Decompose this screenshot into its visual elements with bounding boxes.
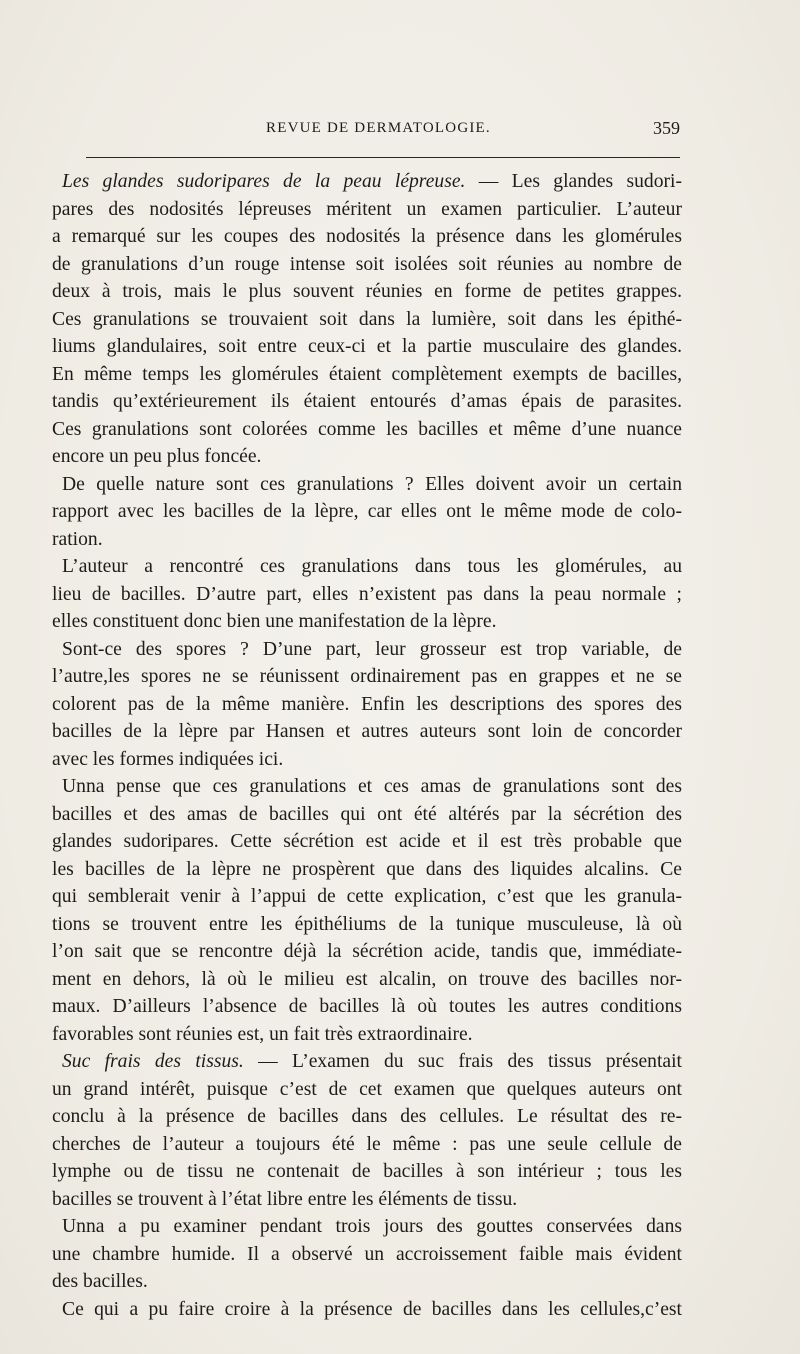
text-line [52, 1268, 682, 1296]
line-text: avec les formes indiquées ici. [52, 748, 284, 770]
text-line [52, 911, 682, 939]
text-line [52, 1186, 682, 1214]
line-text: de granulations d’un rouge intense soit isolées soit réunies au nombre de [52, 253, 682, 275]
line-text: Ces granulations se trouvaient soit dans la lumière, soit dans les épithé- [52, 308, 682, 330]
text-line [52, 306, 682, 334]
line-text: encore un peu plus foncée. [52, 446, 262, 467]
line-text: bacilles et des amas de bacilles qui ont été altérés par la sécrétion des [52, 803, 682, 825]
text-line [52, 223, 682, 251]
line-text: conclu à la présence de bacilles dans des cellules. Le résultat des re- [52, 1106, 682, 1127]
line-text: liums glandulaires, soit entre ceux-ci et la partie musculaire des glandes. [52, 336, 682, 357]
text-line [52, 1021, 682, 1049]
text-line [52, 388, 682, 416]
line-text: Unna pense que ces granulations et ces amas de granulations sont des [62, 776, 682, 797]
text-line [52, 773, 682, 801]
line-text: pares des nodosités lépreuses méritent un examen particulier. L’auteur [52, 198, 682, 220]
text-line [52, 526, 682, 554]
line-text: ration. [52, 528, 103, 550]
text-line [52, 1131, 682, 1159]
text-line [52, 856, 682, 884]
line-text: une chambre humide. Il a observé un accroissement faible mais évident [52, 1243, 682, 1265]
text-line [52, 1048, 682, 1076]
text-line [52, 691, 682, 719]
line-text: En même temps les glomérules étaient complètement exempts de bacilles, [52, 363, 682, 385]
line-text: l’on sait que se rencontre déjà la sécrétion acide, tandis que, immédiate- [52, 941, 682, 962]
line-text: colorent pas de la même manière. Enfin les descriptions des spores des [52, 693, 682, 715]
text-line [52, 416, 682, 444]
text-line [52, 1076, 682, 1104]
line-text: Unna a pu examiner pendant trois jours des gouttes conservées dans [62, 1216, 682, 1237]
line-text: tions se trouvent entre les épithéliums de la tunique musculeuse, là où [52, 913, 682, 935]
text-line [52, 581, 682, 609]
page-number: 359 [653, 118, 680, 138]
line-text: favorables sont réunies est, un fait très extraordinaire. [52, 1023, 473, 1045]
text-line [52, 278, 682, 306]
line-text: deux à trois, mais le plus souvent réunies en forme de petites grappes. [52, 281, 682, 302]
running-title: REVUE DE DERMATOLOGIE. [266, 120, 491, 136]
body-text [52, 168, 682, 1323]
text-line [52, 443, 682, 471]
line-text: Ce qui a pu faire croire à la présence de bacilles dans les cellules,c’est [62, 1298, 682, 1320]
line-text: des bacilles. [52, 1271, 148, 1292]
text-line [52, 1296, 682, 1324]
text-line [52, 553, 682, 581]
line-text: L’auteur a rencontré ces granulations dans tous les glomérules, au [62, 556, 682, 577]
header-rule [86, 157, 680, 158]
text-line [52, 471, 682, 499]
line-text: l’autre,les spores ne se réunissent ordinairement pas en grappes et ne se [52, 666, 682, 687]
text-line [52, 251, 682, 279]
line-text: elles constituent donc bien une manifestation de la lèpre. [52, 611, 497, 632]
line-text: lieu de bacilles. D’autre part, elles n’existent pas dans la peau normale ; [52, 583, 682, 605]
text-line [52, 608, 682, 636]
line-text: — Les glandes sudori- [465, 171, 682, 192]
line-text: tandis qu’extérieurement ils étaient entourés d’amas épais de parasites. [52, 391, 682, 412]
text-line [52, 663, 682, 691]
line-text: maux. D’ailleurs l’absence de bacilles là où toutes les autres conditions [52, 996, 682, 1017]
line-text: Ces granulations sont colorées comme les bacilles et même d’une nuance [52, 418, 682, 440]
line-text: lymphe ou de tissu ne contenait de bacilles à son intérieur ; tous les [52, 1161, 682, 1182]
line-text: rapport avec les bacilles de la lèpre, car elles ont le même mode de colo- [52, 501, 682, 522]
line-text: un grand intérêt, puisque c’est de cet examen que quelques auteurs ont [52, 1078, 682, 1100]
text-line [52, 1213, 682, 1241]
line-text: ment en dehors, là où le milieu est alcalin, on trouve des bacilles nor- [52, 968, 682, 990]
section-heading-italic: Les glandes sudoripares de la peau lépreuse. [62, 171, 466, 192]
line-text: cherches de l’auteur a toujours été le même : pas une seule cellule de [52, 1133, 682, 1155]
text-line [52, 883, 682, 911]
text-line [52, 993, 682, 1021]
line-text: bacilles se trouvent à l’état libre entre les éléments de tissu. [52, 1188, 518, 1210]
text-line [52, 361, 682, 389]
line-text: bacilles de la lèpre par Hansen et autres auteurs sont loin de concorder [52, 721, 682, 742]
text-line [52, 168, 682, 196]
line-text: glandes sudoripares. Cette sécrétion est acide et il est très probable que [52, 831, 682, 852]
text-line [52, 746, 682, 774]
line-text: Sont-ce des spores ? D’une part, leur grosseur est trop variable, de [62, 638, 682, 660]
text-line [52, 196, 682, 224]
text-line [52, 636, 682, 664]
section-heading-italic: Suc frais des tissus. [62, 1051, 244, 1072]
text-line [52, 938, 682, 966]
text-line [52, 718, 682, 746]
text-line [52, 1158, 682, 1186]
line-text: De quelle nature sont ces granulations ? Elles doivent avoir un certain [62, 473, 682, 495]
text-line [52, 498, 682, 526]
line-text: qui semblerait venir à l’appui de cette explication, c’est que les granula- [52, 886, 682, 907]
line-text: les bacilles de la lèpre ne prospèrent que dans des liquides alcalins. Ce [52, 858, 682, 880]
page-header [86, 118, 680, 140]
text-line [52, 1103, 682, 1131]
text-line [52, 828, 682, 856]
text-line [52, 333, 682, 361]
line-text: a remarqué sur les coupes des nodosités la présence dans les glomérules [52, 226, 682, 247]
text-line [52, 801, 682, 829]
line-text: — L’examen du suc frais des tissus présentait [243, 1051, 682, 1072]
text-line [52, 966, 682, 994]
text-line [52, 1241, 682, 1269]
